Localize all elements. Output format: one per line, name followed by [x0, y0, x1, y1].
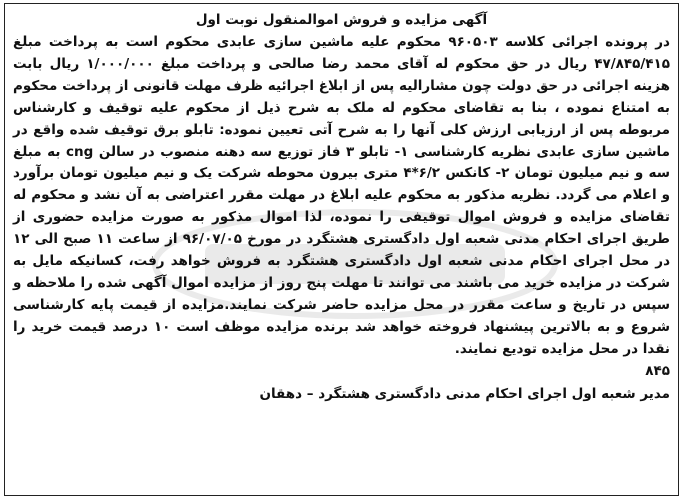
notice-reference-number: ۸۴۵: [645, 362, 670, 379]
notice-frame: [4, 3, 679, 496]
notice-title: آگهی مزایده و فروش اموالمنقول نوبت اول: [195, 12, 488, 28]
notice-body: در پرونده اجرائی کلاسه ۹۶۰۵۰۳ محکوم علیه ماشین سازی عابدی محکوم است به پرداخت مبلغ ۴۷/۸۴۵/۴۱۵ ریال در حق محکوم له آقای محمد رضا صالحی و پرداخت مبلغ ۱/۰۰۰/۰۰۰ ریال بابت هزینه اجرائی در حق دولت چون مشارالیه پس از ابلاغ اجرائیه ظرف مهلت قانونی از پرداخت محکوم به امتناع نموده ، بنا به تقاضای محکوم له ملک به شرح ذیل از محکوم علیه توقیف و کارشناس مربوطه پس از ارزیابی ارزش کلی آنها را به شرح آتی تعیین نموده: تابلو برق توقیف شده واقع در ماشین سازی عابدی نظریه کارشناسی ۱- تابلو ۳ فاز توزیع سه دهنه منصوب در سالن cng به مبلغ سه و نیم میلیون تومان ۲- کانکس ۶/۲*۴ متری بیرون محوطه شرکت یک و نیم میلیون تومان برآورد و اعلام می گردد. نظریه مذکور به محکوم علیه ابلاغ در مهلت مقرر اعتراضی به آن نشد و محکوم له تقاضای مزایده و فروش اموال توقیفی را نموده، لذا اموال مذکور به صورت مزایده حضوری از طریق اجرای احکام مدنی شعبه اول دادگستری هشتگرد در مورخ ۹۶/۰۷/۰۵ از ساعت ۱۱ صبح الی ۱۲ در محل اجرای احکام مدنی شعبه اول دادگستری هشتگرد به فروش خواهد رفت، کسانیکه مایل به شرکت در مزایده خرید می باشند می توانند تا مهلت پنج روز از مزایده اموال آگهی شده را ملاحظه و سپس در تاریخ و ساعت مقرر در محل مزایده حاضر شرکت نمایند.مزایده از قیمت پایه کارشناسی شروع و به بالاترین پیشنهاد فروخته خواهد شد برنده مزایده موظف است ۱۰ درصد قیمت خرید را نقدا در محل مزایده تودیع نمایند.: [13, 34, 670, 357]
notice-signature: مدیر شعبه اول اجرای احکام مدنی دادگستری هشتگرد – دهقان: [259, 385, 670, 402]
